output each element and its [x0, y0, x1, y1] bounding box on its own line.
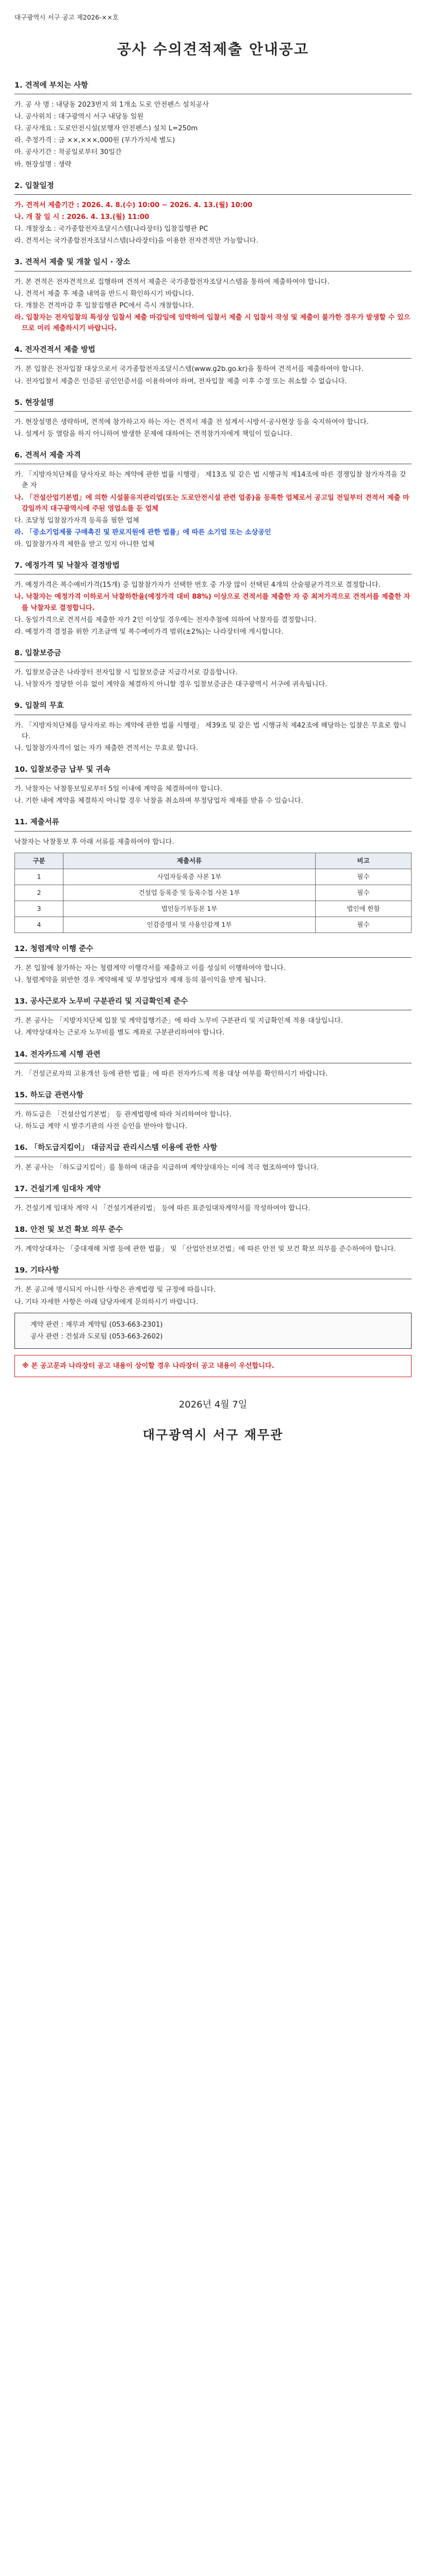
section-8-line: 나. 낙찰자가 정당한 이유 없이 계약을 체결하지 아니할 경우 입찰보증금은 대구광역시 서구에 귀속됩니다. [14, 681, 327, 689]
section-19-line: 가. 본 공고에 명시되지 아니한 사항은 관계법령 및 규정에 따릅니다. [14, 1286, 216, 1294]
section-1-line: 바. 현장설명 : 생략 [14, 160, 72, 168]
section-18-line: 가. 계약상대자는 「중대재해 처벌 등에 관한 법률」 및 「산업안전보건법」에 따른 안전 및 보건 확보 의무를 준수하여야 합니다. [14, 1245, 396, 1253]
section-12-heading: 12. 청렴계약 이행 준수 [14, 943, 412, 958]
section-1-line: 나. 공사위치 : 대구광역시 서구 내당동 일원 [14, 113, 144, 121]
section-10 [14, 764, 412, 806]
section-5-line: 나. 설계서 등 열람을 하지 아니하여 발생한 문제에 대하여는 견적참가자에게 책임이 있습니다. [14, 430, 292, 438]
section-2 [14, 180, 412, 247]
section-6-heading: 6. 견적서 제출 자격 [14, 450, 412, 464]
table-cell: 법인에 한함 [316, 901, 412, 917]
section-16 [14, 1142, 412, 1173]
table-cell: 필수 [316, 917, 412, 933]
section-14-heading: 14. 전자카드제 시행 관련 [14, 1049, 412, 1063]
section-19 [14, 1265, 412, 1377]
section-7-heading: 7. 예정가격 및 낙찰자 결정방법 [14, 560, 412, 574]
section-6-key-line: 나. 「건설산업기본법」에 의한 시설물유지관리업(또는 도로안전시설 관련 업종)을 등록한 업체로서 공고일 전일부터 견적서 제출 마감일까지 대구광역시에 주된 영업소를 둔 업체 [14, 494, 409, 513]
table-header-cell: 비고 [316, 853, 412, 869]
table-row [15, 901, 412, 917]
contact-line: 계약 관련 : 재무과 계약팀 (053-663-2301) [30, 1320, 163, 1329]
section-1 [14, 80, 412, 170]
section-10-line: 나. 기한 내에 계약을 체결하지 아니할 경우 낙찰을 취소하며 부정당업자 제재를 받을 수 있습니다. [14, 797, 303, 805]
section-1-line: 라. 추정가격 : 금 ××,×××,000원 (부가가치세 별도) [14, 137, 175, 145]
section-4-line: 가. 본 입찰은 전자입찰 대상으로서 국가종합전자조달시스템(www.g2b.go.kr)을 통하여 견적서를 제출하여야 합니다. [14, 365, 364, 374]
section-17-heading: 17. 건설기계 임대차 계약 [14, 1183, 412, 1198]
section-19-heading: 19. 기타사항 [14, 1265, 412, 1279]
required-documents-table [14, 853, 412, 933]
section-9 [14, 700, 412, 754]
section-4 [14, 344, 412, 386]
section-7-key-line: 나. 낙찰자는 예정가격 이하로서 낙찰하한율(예정가격 대비 88%) 이상으로 견적서를 제출한 자 중 최저가격으로 견적서를 제출한 자를 낙찰자로 결정합니다. [14, 593, 411, 612]
section-11 [14, 817, 412, 933]
section-1-line: 다. 공사개요 : 도로안전시설(보행자 안전펜스) 설치 L=250m [14, 125, 198, 133]
section-14 [14, 1049, 412, 1079]
section-15 [14, 1090, 412, 1132]
section-8-line: 가. 입찰보증금은 나라장터 전자입찰 시 입찰보증금 지급각서로 갈음합니다. [14, 669, 238, 677]
section-11-heading: 11. 제출서류 [14, 817, 412, 831]
submission-period: 가. 견적서 제출기간 : 2026. 4. 8.(수) 10:00 ~ 2026. 4. 13.(월) 10:00 [14, 201, 253, 209]
section-5 [14, 397, 412, 439]
table-cell: 3 [15, 901, 63, 917]
table-row [15, 869, 412, 885]
section-12-line: 가. 본 입찰에 참가하는 자는 청렴계약 이행각서를 제출하고 이를 성실히 이행하여야 합니다. [14, 964, 286, 972]
table-row [15, 917, 412, 933]
section-5-heading: 5. 현장설명 [14, 397, 412, 412]
section-13 [14, 996, 412, 1038]
section-8-heading: 8. 입찰보증금 [14, 648, 412, 662]
section-7-line: 다. 동일가격으로 견적서를 제출한 자가 2인 이상일 경우에는 전자추첨에 의하여 낙찰자를 결정합니다. [14, 616, 317, 624]
section-1-heading: 1. 견적에 부치는 사항 [14, 80, 412, 94]
table-cell: 1 [15, 869, 63, 885]
section-4-line: 나. 전자입찰서 제출은 인증된 공인인증서를 이용하여야 하며, 전자입찰 제출 이후 수정 또는 취소할 수 없습니다. [14, 377, 347, 385]
section-4-heading: 4. 전자견적서 제출 방법 [14, 344, 412, 359]
section-13-line: 나. 계약상대자는 근로자 노무비를 별도 계좌로 구분관리하여야 합니다. [14, 1029, 225, 1037]
table-cell: 필수 [316, 885, 412, 901]
section-12 [14, 943, 412, 986]
table-cell: 필수 [316, 869, 412, 885]
section-3-heading: 3. 견적서 제출 및 개찰 일시 · 장소 [14, 257, 412, 271]
section-7-line: 가. 예정가격은 복수예비가격(15개) 중 입찰참가자가 선택한 번호 중 가장 많이 선택된 4개의 산술평균가격으로 결정합니다. [14, 581, 381, 589]
table-cell: 인감증명서 및 사용인감계 1부 [63, 917, 316, 933]
section-2-heading: 2. 입찰일정 [14, 180, 412, 195]
section-3 [14, 257, 412, 334]
table-cell: 건설업 등록증 및 등록수첩 사본 1부 [63, 885, 316, 901]
section-15-line: 나. 하도급 계약 시 발주기관의 사전 승인을 받아야 합니다. [14, 1123, 187, 1131]
section-5-line: 가. 현장설명은 생략하며, 견적에 참가하고자 하는 자는 견적서 제출 전 설계서·시방서·공사현장 등을 숙지하여야 합니다. [14, 418, 369, 426]
notice-number: 대구광역시 서구 공고 제2026-××호 [14, 13, 119, 21]
section-6 [14, 450, 412, 550]
section-6-line: 마. 입찰참가자격 제한을 받고 있지 아니한 업체 [14, 540, 155, 549]
section-7 [14, 560, 412, 637]
section-11-intro: 낙찰자는 낙찰통보 후 아래 서류를 제출하여야 합니다. [14, 838, 174, 846]
section-3-warning: 라. 입찰자는 전자입찰의 특성상 입찰서 제출 마감일에 임박하여 입찰서 제출 시 입찰서 작성 및 제출이 불가한 경우가 발생할 수 있으므로 미리 제출하시기 바랍니다. [14, 313, 411, 333]
section-18 [14, 1224, 412, 1255]
contact-line: 공사 관련 : 건설과 도로팀 (053-663-2602) [30, 1332, 163, 1341]
section-13-line: 가. 본 공사는 「지방자치단체 입찰 및 계약집행기준」에 따라 노무비 구분관리 및 지급확인제 적용 대상입니다. [14, 1017, 343, 1025]
section-10-heading: 10. 입찰보증금 납부 및 귀속 [14, 764, 412, 778]
section-3-line: 가. 본 견적은 전자견적으로 집행하며 견적서 제출은 국가종합전자조달시스템을 통하여 제출하여야 합니다. [14, 278, 330, 286]
section-17-line: 가. 건설기계 임대차 계약 시 「건설기계관리법」 등에 따른 표준임대차계약서를 작성하여야 합니다. [14, 1204, 310, 1212]
section-2-line: 라. 견적서는 국가종합전자조달시스템(나라장터)을 이용한 전자견적만 가능합니다. [14, 237, 258, 245]
section-16-heading: 16. 「하도급지킴이」 대금지급 관리시스템 이용에 관한 사항 [14, 1142, 412, 1157]
section-1-line: 마. 공사기간 : 착공일로부터 30일간 [14, 148, 122, 157]
section-19-line: 나. 기타 자세한 사항은 아래 담당자에게 문의하시기 바랍니다. [14, 1298, 199, 1306]
section-6-line: 가. 「지방자치단체를 당사자로 하는 계약에 관한 법률 시행령」 제13조 및 같은 법 시행규칙 제14조에 따른 경쟁입찰 참가자격을 갖춘 자 [14, 471, 406, 490]
section-14-line: 가. 「건설근로자의 고용개선 등에 관한 법률」에 따른 전자카드제 적용 대상 여부를 확인하시기 바랍니다. [14, 1070, 328, 1078]
section-17 [14, 1183, 412, 1214]
table-header-row [15, 853, 412, 869]
section-15-heading: 15. 하도급 관련사항 [14, 1090, 412, 1104]
section-10-line: 가. 낙찰자는 낙찰통보일로부터 5일 이내에 계약을 체결하여야 합니다. [14, 785, 222, 793]
section-1-line: 가. 공 사 명 : 내당동 2023번지 외 1개소 도로 안전펜스 설치공사 [14, 100, 209, 109]
table-header-cell: 제출서류 [63, 853, 316, 869]
section-12-line: 나. 청렴계약을 위반한 경우 계약해제 및 부정당업자 제재 등의 불이익을 받게 됩니다. [14, 976, 266, 985]
section-2-line: 다. 개찰장소 : 국가종합전자조달시스템(나라장터) 입찰집행관 PC [14, 225, 208, 233]
contact-box [14, 1313, 412, 1349]
section-3-line: 다. 개찰은 견적마감 후 입찰집행관 PC에서 즉시 개찰합니다. [14, 301, 194, 310]
section-13-heading: 13. 공사근로자 노무비 구분관리 및 지급확인제 준수 [14, 996, 412, 1010]
table-row [15, 885, 412, 901]
issuer-name: 대구광역시 서구 재무관 [142, 1427, 284, 1442]
section-18-heading: 18. 안전 및 보건 확보 의무 준수 [14, 1224, 412, 1239]
opening-datetime: 나. 개 찰 일 시 : 2026. 4. 13.(월) 11:00 [14, 213, 150, 222]
section-7-line: 라. 예정가격 결정을 위한 기초금액 및 복수예비가격 범위(±2%)는 나라장터에 게시합니다. [14, 628, 284, 636]
announcement-date: 2026년 4월 7일 [178, 1399, 248, 1411]
section-9-line: 가. 「지방자치단체를 당사자로 하는 계약에 관한 법률 시행령」 제39조 및 같은 법 시행규칙 제42조에 해당하는 입찰은 무효로 합니다. [14, 721, 406, 740]
table-cell: 2 [15, 885, 63, 901]
table-cell: 사업자등록증 사본 1부 [63, 869, 316, 885]
section-15-line: 가. 하도급은 「건설산업기본법」 등 관계법령에 따라 처리하여야 합니다. [14, 1111, 232, 1119]
section-9-line: 나. 입찰참가자격이 없는 자가 제출한 견적서는 무효로 합니다. [14, 744, 199, 752]
section-8 [14, 648, 412, 690]
section-6-key-line: 라. 「중소기업제품 구매촉진 및 판로지원에 관한 법률」에 따른 소기업 또는 소상공인 [14, 528, 271, 536]
section-9-heading: 9. 입찰의 무효 [14, 700, 412, 715]
table-cell: 4 [15, 917, 63, 933]
page-title: 공사 수의견적제출 안내공고 [117, 41, 309, 58]
priority-notice: ※ 본 공고문과 나라장터 공고 내용이 상이할 경우 나라장터 공고 내용이 우선합니다. [14, 1355, 412, 1377]
section-6-line: 다. 조달청 입찰참가자격 등록을 필한 업체 [14, 516, 139, 524]
section-3-line: 나. 견적서 제출 후 제출 내역을 반드시 확인하시기 바랍니다. [14, 290, 194, 298]
section-16-line: 가. 본 공사는 「하도급지킴이」를 통하여 대금을 지급하며 계약상대자는 이에 적극 협조하여야 합니다. [14, 1163, 319, 1172]
table-cell: 법인등기부등본 1부 [63, 901, 316, 917]
table-header-cell: 구분 [15, 853, 63, 869]
